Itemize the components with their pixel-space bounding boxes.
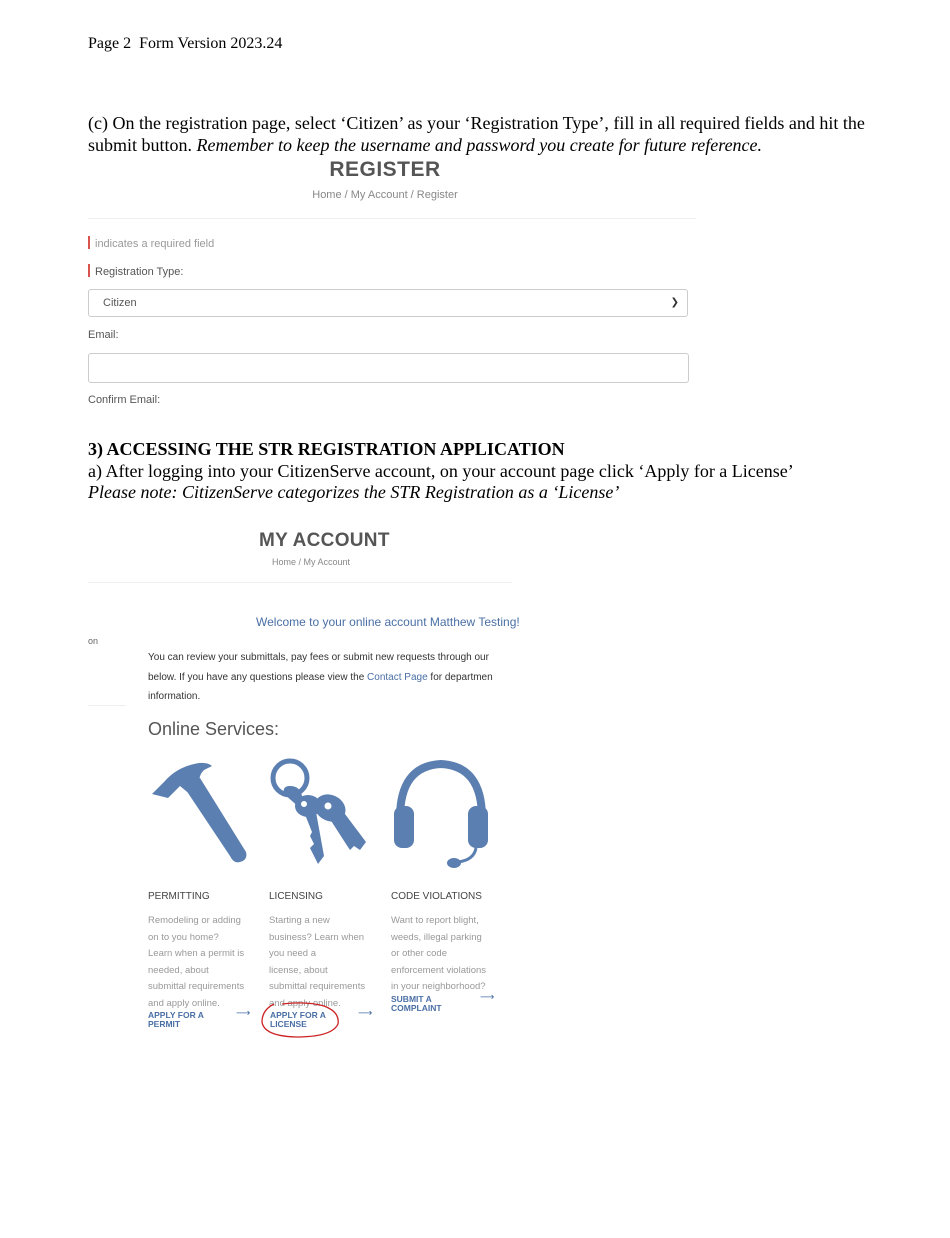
registration-type-label (88, 264, 183, 278)
highlight-circle (260, 1000, 342, 1040)
step-c-text: (c) On the registration page, select ‘Citizen’ as your ‘Registration Type’, fill in all required fields and hit the submit button. (88, 113, 865, 155)
service-desc-line: license, about (269, 964, 328, 976)
link-line: LICENSE (270, 1019, 307, 1029)
service-desc-line: in your neighborhood? (391, 981, 486, 993)
welcome-message: Welcome to your online account Matthew Testing! (256, 615, 520, 629)
service-desc-line: Remodeling or adding (148, 915, 241, 926)
link-line: APPLY FOR A (148, 1010, 204, 1020)
hammer-icon[interactable] (146, 756, 250, 868)
service-desc-line: needed, about (148, 964, 209, 976)
desc-text: below. If you have any questions please view the (148, 671, 368, 683)
service-desc-line: and apply online. (269, 997, 341, 1009)
my-account-title: MY ACCOUNT (259, 530, 390, 551)
service-desc-line: you need a (269, 948, 317, 960)
arrow-right-icon[interactable]: ⟶ (358, 1008, 373, 1019)
required-marker (88, 236, 90, 249)
sidebar-divider (88, 705, 126, 706)
service-desc-line: or other code (391, 948, 447, 960)
service-desc-code-violations (391, 913, 503, 996)
required-marker (88, 264, 90, 277)
arrow-right-icon[interactable]: ⟶ (236, 1008, 251, 1019)
service-desc-line: submittal requirements (148, 981, 245, 993)
my-account-breadcrumb[interactable]: Home / My Account (272, 557, 351, 567)
service-desc-line: Learn when a permit is (148, 948, 245, 960)
desc-text: for departmen (427, 671, 493, 683)
service-title-permitting: PERMITTING (148, 891, 210, 902)
submit-complaint-link[interactable] (391, 995, 469, 1013)
page-header: Page 2 Form Version 2023.24 (88, 35, 283, 52)
service-desc-line: and apply online. (148, 997, 220, 1009)
online-services-heading: Online Services: (148, 719, 280, 739)
registration-type-value: Citizen (103, 297, 137, 309)
link-line: PERMIT (148, 1019, 181, 1029)
service-title-code-violations: CODE VIOLATIONS (391, 891, 482, 902)
link-line: APPLY FOR A (270, 1010, 326, 1020)
service-desc-line: submittal requirements (269, 981, 366, 993)
register-divider (88, 218, 696, 219)
account-description-line: information. (148, 691, 201, 702)
service-desc-licensing (269, 913, 381, 1013)
account-description-line (148, 668, 512, 688)
headset-icon[interactable] (392, 756, 490, 872)
registration-type-label-text: Registration Type: (95, 266, 184, 278)
section-3-step-a: a) After logging into your CitizenServe account, on your account page click ‘Apply for a License’ (88, 461, 794, 481)
link-line: COMPLAINT (391, 1003, 442, 1013)
chevron-down-icon: ❯ (670, 297, 679, 308)
contact-page-link[interactable]: Contact Page (367, 671, 428, 683)
step-c-instructions (88, 112, 868, 156)
register-breadcrumb[interactable]: Home / My Account / Register (312, 189, 458, 201)
my-account-divider (88, 582, 512, 583)
service-desc-line: enforcement violations (391, 964, 487, 976)
required-field-note (88, 236, 214, 250)
sidebar-fragment: on (88, 636, 99, 646)
service-desc-line: business? Learn when (269, 931, 365, 943)
service-title-licensing: LICENSING (269, 891, 323, 902)
keys-icon[interactable] (266, 756, 370, 872)
registration-type-select[interactable] (88, 289, 688, 317)
confirm-email-label: Confirm Email: (88, 394, 161, 406)
account-description (148, 648, 512, 707)
step-c-italic-note: Remember to keep the username and password you create for future reference. (196, 135, 763, 155)
service-desc-line: Want to report blight, (391, 915, 479, 926)
required-note-text: indicates a required field (95, 238, 215, 250)
email-field[interactable] (88, 353, 689, 383)
link-line: SUBMIT A (391, 994, 432, 1004)
email-label: Email: (88, 329, 119, 341)
account-description-line: You can review your submittals, pay fees or submit new requests through our (148, 652, 489, 663)
section-3-note: Please note: CitizenServe categorizes the STR Registration as a ‘License’ (88, 482, 620, 502)
service-desc-permitting (148, 913, 260, 1013)
arrow-right-icon[interactable]: ⟶ (480, 992, 495, 1003)
service-desc-line: Starting a new (269, 915, 330, 926)
service-desc-line: on to you home? (148, 931, 219, 943)
section-3-heading: 3) ACCESSING THE STR REGISTRATION APPLICATION (88, 439, 565, 459)
apply-for-permit-link[interactable] (148, 1011, 226, 1029)
register-title: REGISTER (329, 158, 441, 181)
service-desc-line: weeds, illegal parking (391, 931, 482, 943)
